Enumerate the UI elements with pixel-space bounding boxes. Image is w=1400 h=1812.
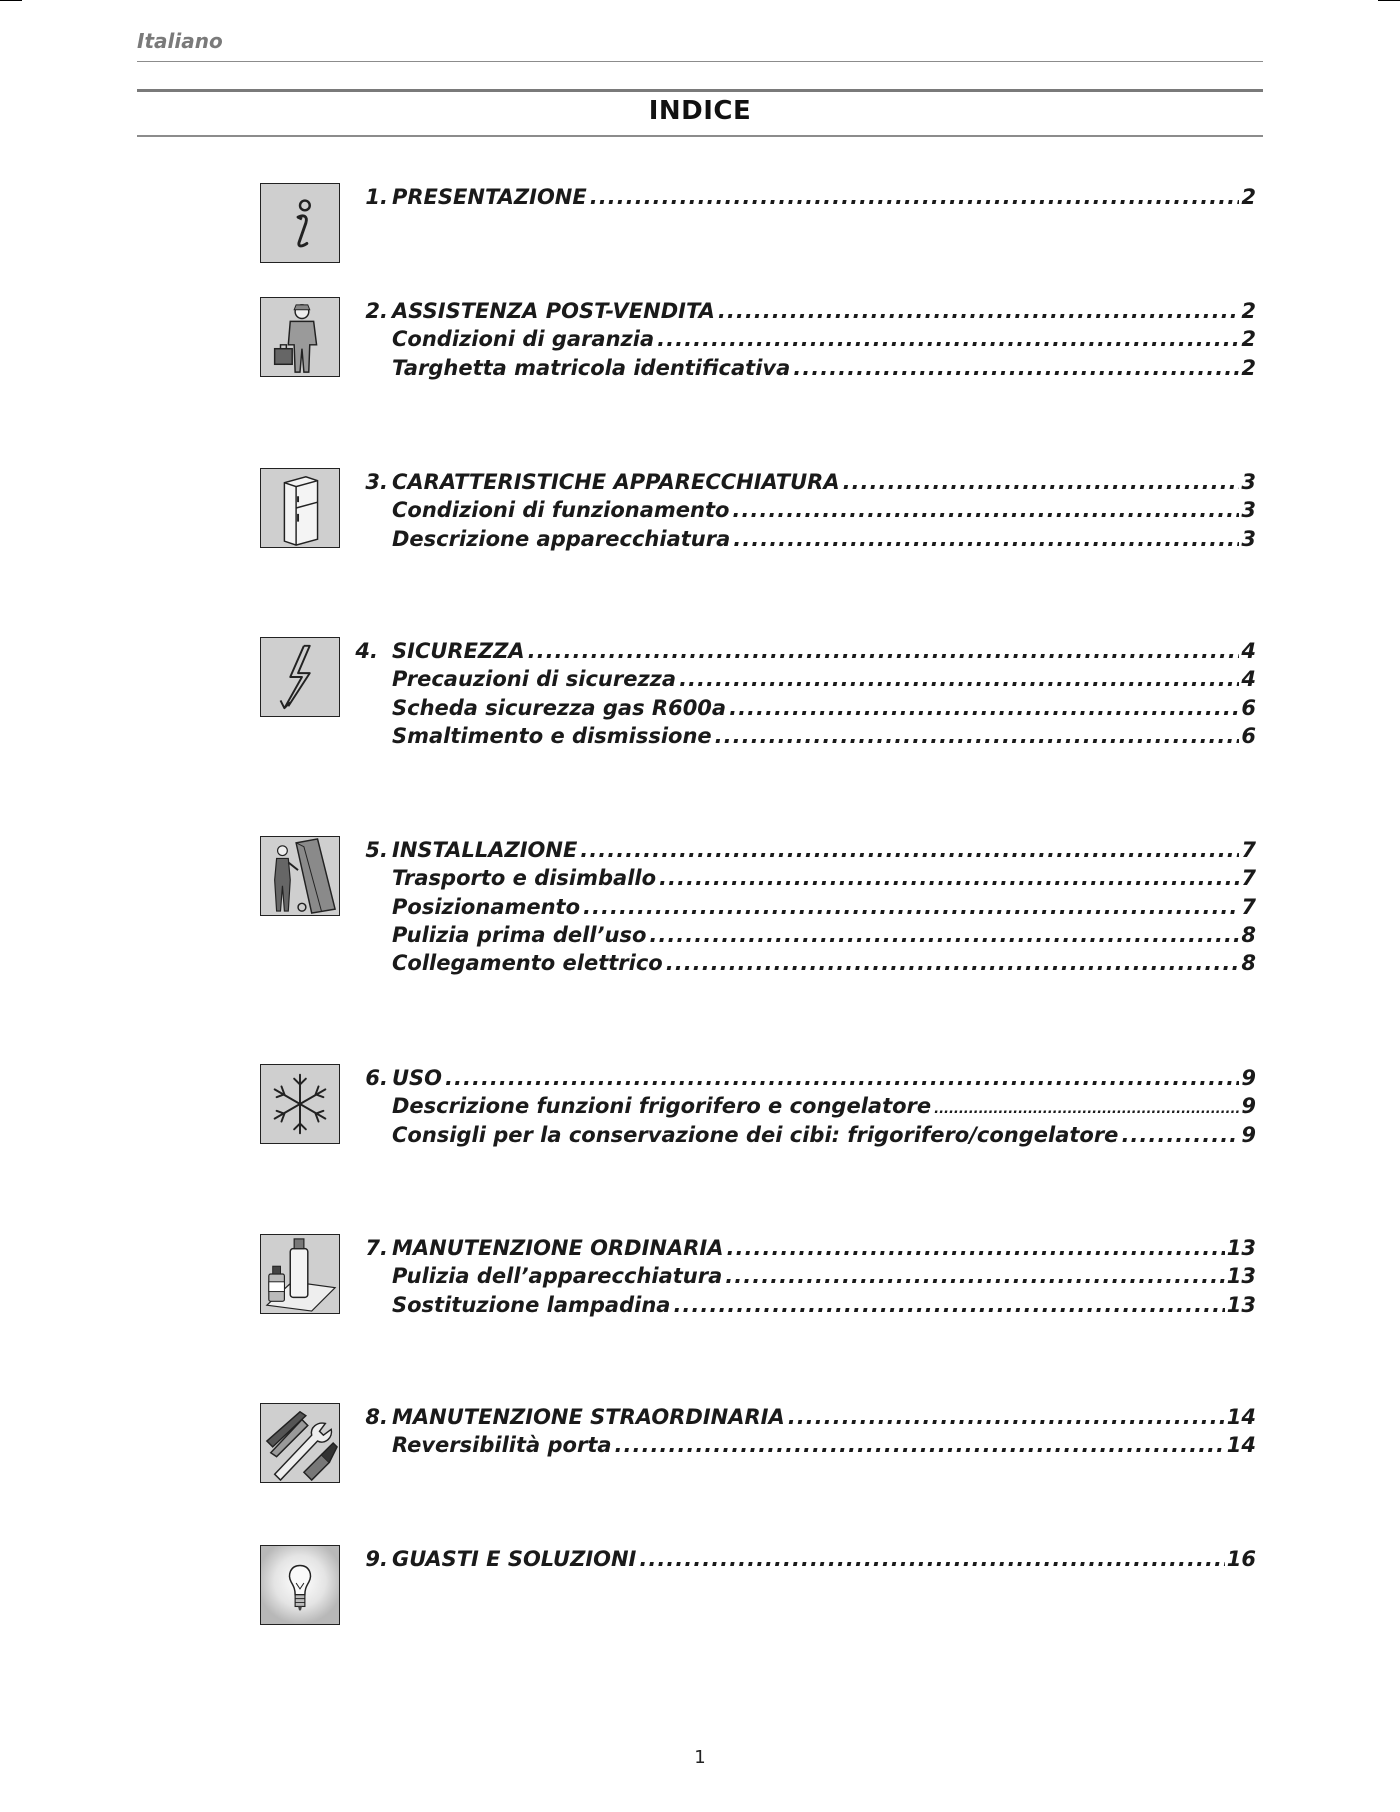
dot-leader (649, 921, 1239, 949)
toc-entry[interactable] (392, 468, 1256, 496)
section-number: 2. (365, 299, 388, 323)
section-number: 3. (365, 470, 388, 494)
section-number: 9. (365, 1547, 388, 1571)
light-bulb-icon (260, 1545, 340, 1625)
dot-leader (733, 525, 1239, 553)
dot-leader (639, 1545, 1224, 1573)
entry-title: Pulizia dell’apparecchiatura (392, 1264, 723, 1289)
toc-entry[interactable] (392, 496, 1256, 524)
dot-leader (715, 722, 1240, 750)
dot-leader (726, 1234, 1224, 1262)
title-top-rule (137, 89, 1263, 92)
entry-page: 3 (1241, 498, 1256, 523)
toc-entry[interactable] (392, 297, 1256, 325)
section-number: 7. (365, 1236, 388, 1260)
toc-entry[interactable] (392, 525, 1256, 553)
dot-leader (793, 354, 1239, 382)
entry-page: 2 (1241, 299, 1256, 323)
tools-icon (260, 1403, 340, 1483)
page-number: 1 (694, 1747, 706, 1768)
toc-entry[interactable] (392, 183, 1256, 211)
toc-entry[interactable] (392, 1121, 1256, 1149)
dot-leader (445, 1064, 1239, 1092)
entry-title: CARATTERISTICHE APPARECCHIATURA (392, 470, 840, 494)
crop-mark-left (0, 0, 22, 1)
entry-title: Descrizione apparecchiatura (392, 526, 731, 551)
dot-leader (673, 1291, 1224, 1319)
dot-leader (590, 183, 1240, 211)
dot-leader (843, 468, 1240, 496)
header-rule (137, 61, 1263, 62)
dot-leader (729, 694, 1239, 722)
entry-title: GUASTI E SOLUZIONI (392, 1547, 637, 1571)
toc-entry[interactable] (392, 722, 1256, 750)
section-number: 6. (365, 1066, 388, 1090)
entry-title: SICUREZZA (392, 639, 525, 663)
toc-entry[interactable] (392, 665, 1256, 693)
entry-title: Collegamento elettrico (392, 951, 663, 976)
entry-title: Targhetta matricola identificativa (392, 355, 791, 380)
dot-leader (580, 836, 1239, 864)
entry-page: 9 (1241, 1122, 1256, 1147)
dot-leader (659, 864, 1239, 892)
title-bottom-rule (137, 135, 1263, 137)
section-number: 8. (365, 1405, 388, 1429)
technician-icon (260, 297, 340, 377)
toc-entry[interactable] (392, 836, 1256, 864)
entry-page: 13 (1226, 1264, 1256, 1289)
dot-leader (679, 665, 1239, 693)
dot-leader (788, 1403, 1225, 1431)
entry-page: 8 (1241, 951, 1256, 976)
entry-page: 3 (1241, 470, 1256, 494)
lightning-icon (260, 637, 340, 717)
entry-title: MANUTENZIONE STRAORDINARIA (392, 1405, 785, 1429)
toc-entry[interactable] (392, 1234, 1256, 1262)
entry-page: 3 (1241, 526, 1256, 551)
dot-leader (1121, 1121, 1239, 1149)
entry-title: Posizionamento (392, 894, 581, 919)
refrigerator-icon (260, 468, 340, 548)
entry-page: 7 (1241, 838, 1256, 862)
toc-entry[interactable] (392, 893, 1256, 921)
toc-entry[interactable] (392, 864, 1256, 892)
entry-title: ASSISTENZA POST-VENDITA (392, 299, 715, 323)
entry-page: 14 (1226, 1405, 1256, 1429)
entry-page: 2 (1241, 185, 1256, 209)
entry-page: 4 (1241, 667, 1256, 692)
dot-leader (528, 637, 1240, 665)
entry-title: PRESENTAZIONE (392, 185, 587, 209)
toc-entry[interactable] (392, 1545, 1256, 1573)
dot-leader (615, 1431, 1225, 1459)
dot-leader (666, 949, 1240, 977)
entry-title: Precauzioni di sicurezza (392, 667, 677, 692)
entry-title: Condizioni di garanzia (392, 327, 655, 352)
entry-page: 13 (1226, 1292, 1256, 1317)
entry-title: USO (392, 1066, 443, 1090)
hand-truck-icon (260, 836, 340, 916)
entry-page: 8 (1241, 922, 1256, 947)
dot-leader (732, 496, 1239, 524)
entry-title: Sostituzione lampadina (392, 1292, 671, 1317)
toc-entry[interactable] (392, 694, 1256, 722)
entry-title: Smaltimento e dismissione (392, 723, 712, 748)
dot-leader (657, 325, 1239, 353)
entry-page: 7 (1241, 866, 1256, 891)
entry-title: Condizioni di funzionamento (392, 498, 730, 523)
entry-page: 6 (1241, 695, 1256, 720)
toc-entry[interactable] (392, 637, 1256, 665)
dot-leader (725, 1262, 1224, 1290)
entry-page: 4 (1241, 639, 1256, 663)
section-number: 4. (355, 639, 378, 663)
toc-entry[interactable] (392, 1431, 1256, 1459)
section-number: 1. (365, 185, 388, 209)
crop-mark-right (1378, 0, 1400, 1)
entry-page: 9 (1241, 1066, 1256, 1090)
entry-title: MANUTENZIONE ORDINARIA (392, 1236, 724, 1260)
entry-page: 13 (1226, 1236, 1256, 1260)
snowflake-icon (260, 1064, 340, 1144)
entry-page: 7 (1241, 894, 1256, 919)
cleaning-products-icon (260, 1234, 340, 1314)
entry-page: 2 (1241, 355, 1256, 380)
entry-title: Consigli per la conservazione dei cibi: frigorifero/congelatore (392, 1122, 1119, 1147)
toc-entry[interactable] (392, 1064, 1256, 1092)
dot-leader (583, 893, 1239, 921)
toc-entry[interactable] (392, 1092, 1256, 1120)
entry-page: 14 (1226, 1433, 1256, 1458)
dot-leader (718, 297, 1239, 325)
entry-title: Scheda sicurezza gas R600a (392, 695, 727, 720)
section-number: 5. (365, 838, 388, 862)
page-title: INDICE (648, 96, 752, 126)
toc-entry[interactable] (392, 1262, 1256, 1290)
entry-page: 6 (1241, 723, 1256, 748)
toc-entry[interactable] (392, 354, 1256, 382)
entry-title: Pulizia prima dell’uso (392, 922, 647, 947)
entry-title: Descrizione funzioni frigorifero e congelatore (392, 1094, 932, 1119)
entry-title: INSTALLAZIONE (392, 838, 578, 862)
toc-entry[interactable] (392, 949, 1256, 977)
entry-page: 16 (1226, 1547, 1256, 1571)
toc-entry[interactable] (392, 325, 1256, 353)
entry-title: Trasporto e disimballo (392, 866, 657, 891)
entry-page: 9 (1241, 1094, 1256, 1119)
toc-entry[interactable] (392, 1291, 1256, 1319)
language-label: Italiano (137, 29, 223, 53)
toc-entry[interactable] (392, 921, 1256, 949)
entry-title: Reversibilità porta (392, 1433, 612, 1458)
entry-page: 2 (1241, 327, 1256, 352)
info-icon (260, 183, 340, 263)
toc-entry[interactable] (392, 1403, 1256, 1431)
